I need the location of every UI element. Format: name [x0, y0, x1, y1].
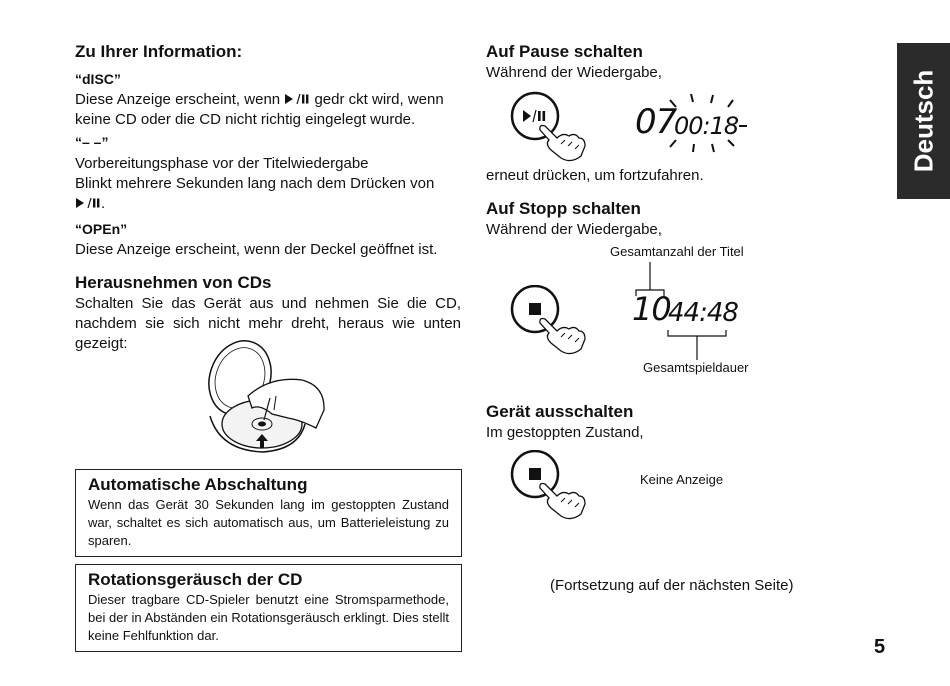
code-disc: “dISC”	[75, 71, 121, 87]
play-pause-icon	[284, 93, 310, 105]
hand-press-icon	[540, 126, 585, 161]
play-pause-button-press	[505, 90, 590, 162]
rotation-noise-text: Dieser tragbare CD-Spieler benutzt eine Stromsparmethode, bei der in Abständen ein Rotationsgeräusch erklingt. Dies stellt keine Fehlfunktion dar.	[88, 592, 449, 643]
dash-text-2: Blinkt mehrere Sekunden lang nach dem Drücken von	[75, 175, 435, 192]
pause-display	[635, 90, 755, 156]
no-display-label: Keine Anzeige	[640, 472, 724, 487]
open-text: Diese Anzeige erscheint, wenn der Deckel geöffnet ist.	[75, 241, 438, 258]
disc-paragraph	[75, 90, 461, 130]
code-open: “OPEn”	[75, 221, 128, 237]
stop-button-press-off	[505, 450, 590, 522]
total-titles-label: Gesamtanzahl der Titel	[610, 244, 744, 259]
stop-track-count: 10	[632, 290, 671, 328]
code-dash: “– –”	[75, 134, 109, 150]
dash-paragraph	[75, 154, 461, 214]
pause-track-number: 07	[635, 102, 677, 142]
language-tab	[897, 43, 950, 199]
cd-removal-illustration	[200, 338, 335, 458]
disc-text-1: Diese Anzeige erscheint, wenn	[75, 91, 281, 108]
auto-off-box	[75, 469, 462, 557]
pause-after-text: erneut drücken, um fortzufahren.	[486, 167, 704, 184]
info-heading: Zu Ihrer Information:	[75, 42, 243, 61]
remove-text: Schalten Sie das Gerät aus und nehmen Sie die CD, nachdem sie sich nicht mehr dreht, heraus wie unten gezeigt:	[75, 295, 461, 352]
auto-off-title: Automatische Abschaltung	[88, 475, 308, 494]
disc-text-2: gedr ckt wird, wenn	[314, 91, 444, 108]
hand-press-icon	[540, 319, 585, 354]
pause-heading: Auf Pause schalten	[486, 42, 643, 61]
stop-icon	[529, 468, 541, 480]
total-time-label: Gesamtspieldauer	[643, 360, 749, 375]
page-number: 5	[874, 636, 886, 658]
pause-time: 00:18	[674, 112, 739, 140]
continued-note: (Fortsetzung auf der nächsten Seite)	[550, 577, 794, 594]
rotation-noise-title: Rotationsgeräusch der CD	[88, 570, 303, 589]
pause-text: Während der Wiedergabe,	[486, 64, 662, 81]
dash-text-1: Vorbereitungsphase vor der Titelwiedergabe	[75, 155, 369, 172]
language-tab-label: Deutsch	[908, 69, 938, 173]
off-heading: Gerät ausschalten	[486, 402, 634, 421]
rotation-noise-box	[75, 564, 462, 652]
stop-button-press	[505, 285, 590, 357]
auto-off-text: Wenn das Gerät 30 Sekunden lang im gestoppten Zustand war, schaltet es sich automatisch aus, um Batterieleistung zu sparen.	[88, 497, 449, 548]
stop-text: Während der Wiedergabe,	[486, 221, 662, 238]
disc-text-3: keine CD oder die CD nicht richtig eingelegt wurde.	[75, 111, 416, 128]
dash-text-3: .	[101, 195, 106, 212]
play-pause-icon	[75, 197, 101, 209]
stop-icon	[529, 303, 541, 315]
stop-total-time: 44:48	[668, 298, 738, 328]
hand-press-icon	[540, 484, 585, 519]
remove-heading: Herausnehmen von CDs	[75, 273, 272, 292]
off-text: Im gestoppten Zustand,	[486, 424, 644, 441]
stop-heading: Auf Stopp schalten	[486, 199, 641, 218]
